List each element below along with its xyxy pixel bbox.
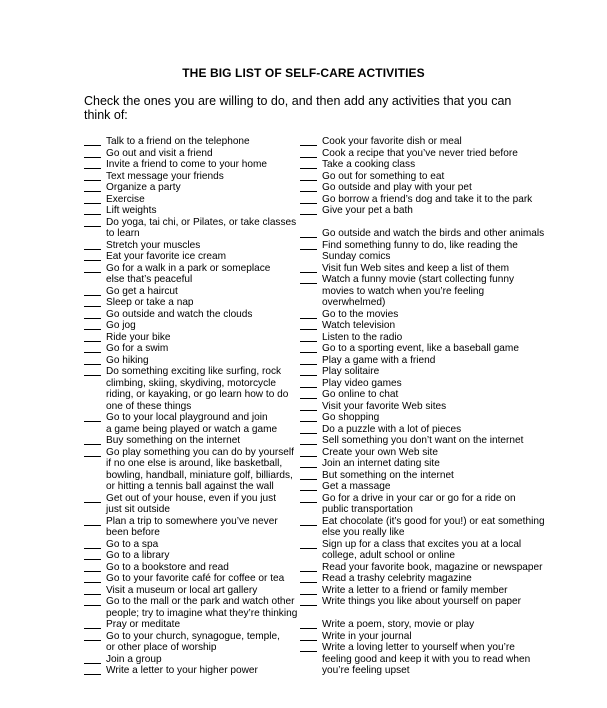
activity-item xyxy=(84,619,299,631)
activity-item xyxy=(84,355,299,367)
checkbox-blank-line[interactable] xyxy=(300,355,317,365)
checkbox-blank-line[interactable] xyxy=(84,136,101,146)
checkbox-blank-line[interactable] xyxy=(84,412,101,422)
activity-item xyxy=(300,148,555,160)
activity-label: Go outside and watch the birds and other animals xyxy=(322,228,545,239)
activity-label: Go shopping xyxy=(322,412,380,423)
activity-item xyxy=(84,205,299,217)
activity-label: Go to a bookstore and read xyxy=(106,561,229,573)
activity-item xyxy=(300,309,555,321)
activity-item xyxy=(300,516,555,539)
checkbox-blank-line[interactable] xyxy=(300,366,317,376)
activity-label: Write things you like about yourself on paper xyxy=(322,596,521,607)
activity-item xyxy=(84,263,299,286)
activity-item xyxy=(84,297,299,309)
activity-label: Invite a friend to come to your home xyxy=(106,159,268,170)
checkbox-blank-line[interactable] xyxy=(84,573,101,583)
checkbox-blank-line[interactable] xyxy=(84,217,101,227)
activity-label: Cook a recipe that you’ve never tried before xyxy=(322,147,518,159)
activity-label: Do a puzzle with a lot of pieces xyxy=(322,423,462,435)
activity-label: Write in your journal xyxy=(322,630,412,642)
activity-label: Go to the movies xyxy=(322,308,399,320)
activity-item xyxy=(84,596,299,619)
activity-label: Play video games xyxy=(322,377,402,389)
activity-item xyxy=(300,263,555,275)
activity-label: Text message your friends xyxy=(106,170,224,182)
checkbox-blank-line[interactable] xyxy=(84,159,101,169)
activity-label: Buy something on the internet xyxy=(106,435,241,446)
activity-label: Go out and visit a friend xyxy=(106,147,213,159)
activity-item xyxy=(84,412,299,435)
checkbox-blank-line[interactable] xyxy=(300,389,317,399)
checkbox-blank-line[interactable] xyxy=(300,205,317,215)
activity-item xyxy=(84,136,299,148)
activity-label: Pray or meditate xyxy=(106,619,181,630)
activity-label: Write a loving letter to yourself when you’re feeling good and keep it with you to read when you’re feeling upset xyxy=(322,642,531,676)
checkbox-blank-line[interactable] xyxy=(84,516,101,526)
checkbox-blank-line[interactable] xyxy=(300,642,317,652)
checkbox-blank-line[interactable] xyxy=(84,550,101,560)
activity-item xyxy=(84,665,299,677)
activity-label: Go to your local playground and join a game being played or watch a game xyxy=(106,412,278,435)
activity-item xyxy=(84,550,299,562)
activity-item xyxy=(300,240,555,263)
activity-label: Cook your favorite dish or meal xyxy=(322,136,462,147)
activity-item xyxy=(300,378,555,390)
activity-label: Go hiking xyxy=(106,354,149,366)
checkbox-blank-line[interactable] xyxy=(84,585,101,595)
checkbox-blank-line[interactable] xyxy=(84,286,101,296)
checkbox-blank-line[interactable] xyxy=(300,343,317,353)
checkbox-blank-line[interactable] xyxy=(300,470,317,480)
activity-label: Watch a funny movie (start collecting funny movies to watch when you’re feeling overwhelmed) xyxy=(322,274,515,308)
activity-item xyxy=(300,470,555,482)
checkbox-blank-line[interactable] xyxy=(84,263,101,273)
activity-label: Read your favorite book, magazine or newspaper xyxy=(322,561,543,573)
activity-label: Go play something you can do by yourself if no one else is around, like basketball, bowling, handball, miniature golf, billiards, or hitting a tennis ball against the wall xyxy=(106,446,294,492)
activity-label: Visit your favorite Web sites xyxy=(322,400,447,412)
activity-label: But something on the internet xyxy=(322,469,454,481)
activity-label: Write a poem, story, movie or play xyxy=(322,619,475,630)
activity-label: Go to a spa xyxy=(106,538,159,550)
activity-item xyxy=(84,366,299,412)
checkbox-blank-line[interactable] xyxy=(84,251,101,261)
activity-label: Go jog xyxy=(106,320,136,331)
checkbox-blank-line[interactable] xyxy=(300,263,317,273)
checkbox-blank-line[interactable] xyxy=(300,136,317,146)
activity-label: Go for a swim xyxy=(106,343,169,354)
checkbox-blank-line[interactable] xyxy=(300,412,317,422)
activity-label: Go outside and play with your pet xyxy=(322,182,472,193)
checkbox-blank-line[interactable] xyxy=(300,424,317,434)
activity-label: Go outside and watch the clouds xyxy=(106,308,253,320)
activity-item xyxy=(84,516,299,539)
activity-item xyxy=(300,493,555,516)
activity-item xyxy=(84,493,299,516)
checkbox-blank-line[interactable] xyxy=(84,631,101,641)
checkbox-blank-line[interactable] xyxy=(300,332,317,342)
checkbox-blank-line[interactable] xyxy=(84,619,101,629)
checkbox-blank-line[interactable] xyxy=(300,401,317,411)
activity-item xyxy=(300,205,555,217)
activity-item xyxy=(84,585,299,597)
activity-label: Give your pet a bath xyxy=(322,205,413,216)
activity-label: Write a letter to your higher power xyxy=(106,665,258,676)
right-activity-list xyxy=(300,136,555,677)
activity-item xyxy=(84,343,299,355)
activity-label: Eat chocolate (it’s good for you!) or eat something else you really like xyxy=(322,515,545,538)
activity-label: Play solitaire xyxy=(322,366,380,377)
activity-item xyxy=(300,228,555,240)
activity-label: Get a massage xyxy=(322,481,391,492)
checkbox-blank-line[interactable] xyxy=(300,228,317,238)
activity-item xyxy=(84,654,299,666)
activity-item xyxy=(300,182,555,194)
activity-item xyxy=(300,136,555,148)
checkbox-blank-line[interactable] xyxy=(300,585,317,595)
activity-item xyxy=(300,217,555,229)
activity-item xyxy=(84,171,299,183)
checkbox-blank-line[interactable] xyxy=(84,182,101,192)
checkbox-blank-line[interactable] xyxy=(84,596,101,606)
activity-item xyxy=(300,412,555,424)
activity-label: Do yoga, tai chi, or Pilates, or take classes to learn xyxy=(106,216,297,239)
checkbox-blank-line[interactable] xyxy=(300,309,317,319)
activity-label: Find something funny to do, like reading the Sunday comics xyxy=(322,239,518,262)
activity-label: Watch television xyxy=(322,320,396,331)
activity-label: Read a trashy celebrity magazine xyxy=(322,573,472,584)
checkbox-blank-line[interactable] xyxy=(300,274,317,284)
activity-label: Go to the mall or the park and watch other people; try to imagine what they’re thinking xyxy=(106,596,298,619)
checkbox-blank-line[interactable] xyxy=(300,493,317,503)
checkbox-blank-line[interactable] xyxy=(84,355,101,365)
activity-item xyxy=(300,366,555,378)
checkbox-blank-line[interactable] xyxy=(300,171,317,181)
activity-item xyxy=(300,447,555,459)
activity-item xyxy=(84,320,299,332)
activity-label: Visit fun Web sites and keep a list of them xyxy=(322,262,510,274)
checkbox-blank-line[interactable] xyxy=(300,435,317,445)
activity-item xyxy=(300,332,555,344)
activity-label: Organize a party xyxy=(106,182,181,193)
checkbox-blank-line[interactable] xyxy=(84,205,101,215)
checkbox-blank-line[interactable] xyxy=(84,309,101,319)
checkbox-blank-line[interactable] xyxy=(84,654,101,664)
checkbox-blank-line[interactable] xyxy=(300,194,317,204)
activity-item xyxy=(300,596,555,608)
activity-label: Join an internet dating site xyxy=(322,458,440,469)
activity-label: Go to a sporting event, like a baseball game xyxy=(322,343,519,354)
activity-label: Join a group xyxy=(106,653,162,665)
checkbox-blank-line[interactable] xyxy=(300,539,317,549)
activity-label: Go to a library xyxy=(106,550,170,561)
checkbox-blank-line[interactable] xyxy=(84,297,101,307)
checkbox-blank-line[interactable] xyxy=(84,447,101,457)
checkbox-blank-line[interactable] xyxy=(84,562,101,572)
activity-item xyxy=(84,631,299,654)
activity-label: Go to your favorite café for coffee or tea xyxy=(106,573,285,584)
activity-item xyxy=(300,320,555,332)
activity-item xyxy=(300,458,555,470)
activity-item xyxy=(84,573,299,585)
activity-item xyxy=(84,539,299,551)
activity-label: Get out of your house, even if you just just sit outside xyxy=(106,492,277,515)
activity-label: Go for a drive in your car or go for a ride on public transportation xyxy=(322,492,516,515)
activity-item xyxy=(300,171,555,183)
checkbox-blank-line[interactable] xyxy=(84,320,101,330)
activity-label: Sell something you don’t want on the internet xyxy=(322,435,524,446)
checkbox-blank-line[interactable] xyxy=(300,148,317,158)
activity-item xyxy=(300,619,555,631)
activity-label: Play a game with a friend xyxy=(322,354,436,366)
activity-item xyxy=(84,240,299,252)
activity-item xyxy=(300,481,555,493)
checkbox-blank-line[interactable] xyxy=(300,182,317,192)
checkbox-blank-line[interactable] xyxy=(300,573,317,583)
checkbox-blank-line[interactable] xyxy=(84,435,101,445)
checkbox-blank-line[interactable] xyxy=(84,194,101,204)
activity-item xyxy=(84,447,299,493)
activity-label: Plan a trip to somewhere you’ve never been before xyxy=(106,515,278,538)
activity-item xyxy=(84,332,299,344)
activity-item xyxy=(300,435,555,447)
left-activity-list xyxy=(84,136,299,677)
instructions-text: Check the ones you are willing to do, and then add any activities that you can think of: xyxy=(84,94,512,122)
activity-label: Listen to the radio xyxy=(322,331,403,343)
checkbox-blank-line[interactable] xyxy=(300,562,317,572)
activity-label: Create your own Web site xyxy=(322,446,438,458)
activity-label: Go borrow a friend’s dog and take it to the park xyxy=(322,193,533,205)
activity-label: Go online to chat xyxy=(322,389,399,400)
activity-label: Lift weights xyxy=(106,205,157,216)
activity-item xyxy=(300,539,555,562)
activity-item xyxy=(300,608,555,620)
activity-label: Go get a haircut xyxy=(106,285,178,297)
activity-item xyxy=(84,182,299,194)
checkbox-blank-line[interactable] xyxy=(84,343,101,353)
activity-label: Take a cooking class xyxy=(322,159,416,170)
activity-label: Ride your bike xyxy=(106,331,171,343)
checkbox-blank-line[interactable] xyxy=(300,320,317,330)
activity-item xyxy=(300,274,555,309)
checkbox-blank-line[interactable] xyxy=(300,447,317,457)
activity-label: Visit a museum or local art gallery xyxy=(106,584,258,596)
activity-label: Eat your favorite ice cream xyxy=(106,251,227,262)
activity-item xyxy=(300,194,555,206)
checkbox-blank-line[interactable] xyxy=(300,631,317,641)
checkbox-blank-line[interactable] xyxy=(84,366,101,376)
activity-item xyxy=(300,424,555,436)
activity-label: Sign up for a class that excites you at a local college, adult school or online xyxy=(322,538,522,561)
checkbox-blank-line[interactable] xyxy=(84,171,101,181)
checkbox-blank-line[interactable] xyxy=(84,148,101,158)
activity-item xyxy=(300,631,555,643)
checkbox-blank-line[interactable] xyxy=(84,240,101,250)
checkbox-blank-line[interactable] xyxy=(300,596,317,606)
checkbox-blank-line[interactable] xyxy=(84,493,101,503)
activity-item xyxy=(300,573,555,585)
activity-item xyxy=(300,389,555,401)
activity-item xyxy=(84,217,299,240)
checkbox-blank-line[interactable] xyxy=(300,159,317,169)
activity-label: Do something exciting like surfing, rock climbing, skiing, skydiving, motorcycle riding, or kayaking, or go learn how to do one of these things xyxy=(106,366,289,412)
activity-label: Go for a walk in a park or someplace else that’s peaceful xyxy=(106,262,271,285)
activity-item xyxy=(300,343,555,355)
activity-item xyxy=(84,309,299,321)
checkbox-blank-line[interactable] xyxy=(300,619,317,629)
checkbox-blank-line[interactable] xyxy=(84,665,101,675)
activity-item xyxy=(84,159,299,171)
activity-label: Write a letter to a friend or family member xyxy=(322,584,508,596)
activity-label: Go to your church, synagogue, temple, or other place of worship xyxy=(106,630,280,653)
activity-item xyxy=(84,562,299,574)
activity-item xyxy=(84,435,299,447)
checkbox-blank-line[interactable] xyxy=(300,378,317,388)
page-title: THE BIG LIST OF SELF-CARE ACTIVITIES xyxy=(182,66,425,80)
activity-item xyxy=(300,159,555,171)
activity-item xyxy=(84,286,299,298)
activity-item xyxy=(84,251,299,263)
activity-item xyxy=(300,401,555,413)
activity-item xyxy=(300,642,555,677)
checkbox-blank-line[interactable] xyxy=(300,240,317,250)
activity-label: Exercise xyxy=(106,193,145,205)
checkbox-blank-line[interactable] xyxy=(84,539,101,549)
activity-label: Sleep or take a nap xyxy=(106,297,194,308)
activity-item xyxy=(300,562,555,574)
activity-item xyxy=(84,194,299,206)
activity-label: Stretch your muscles xyxy=(106,239,201,251)
checkbox-blank-line[interactable] xyxy=(300,516,317,526)
checkbox-blank-line[interactable] xyxy=(84,332,101,342)
activity-label: Go out for something to eat xyxy=(322,170,445,182)
activity-item xyxy=(300,355,555,367)
activity-item xyxy=(84,148,299,160)
checkbox-blank-line[interactable] xyxy=(300,458,317,468)
activity-label: Talk to a friend on the telephone xyxy=(106,136,250,147)
activity-item xyxy=(300,585,555,597)
checkbox-blank-line[interactable] xyxy=(300,481,317,491)
